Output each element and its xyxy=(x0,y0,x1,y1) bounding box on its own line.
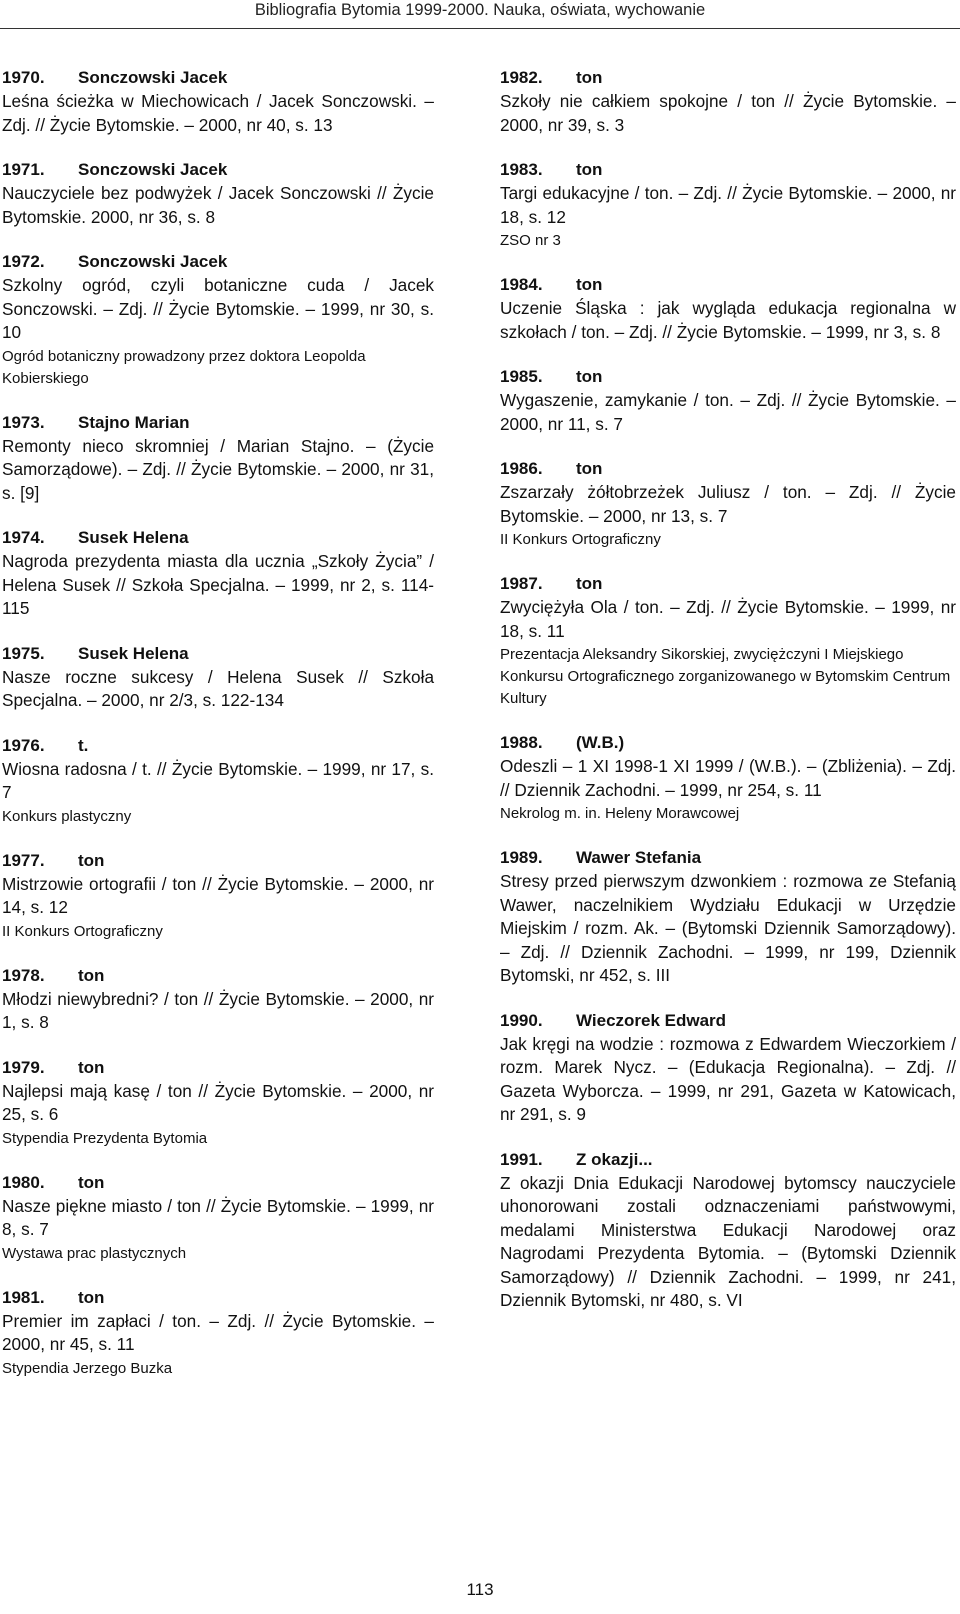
entry-heading xyxy=(500,66,956,90)
entry-description: Nagroda prezydenta miasta dla ucznia „Szkoły Życia” / Helena Susek // Szkoła Specjalna. – 1999, nr 2, s. 114-115 xyxy=(2,551,434,618)
entry-author: ton xyxy=(78,1287,105,1307)
entry-author: Susek Helena xyxy=(78,643,189,663)
entry-author: t. xyxy=(78,735,89,755)
entry-author: Stajno Marian xyxy=(78,412,190,432)
entry-heading xyxy=(2,1171,434,1195)
entry-heading xyxy=(2,964,434,988)
bibliography-entry xyxy=(500,1148,956,1313)
entry-number: 1975. xyxy=(2,643,45,663)
entry-description: Nasze roczne sukcesy / Helena Susek // Szkoła Specjalna. – 2000, nr 2/3, s. 122-134 xyxy=(2,666,434,710)
entry-description: Uczenie Śląska : jak wygląda edukacja regionalna w szkołach / ton. – Zdj. // Życie Bytomskie. – 1999, nr 3, s. 8 xyxy=(500,298,956,342)
entry-heading xyxy=(500,273,956,297)
entry-author: ton xyxy=(78,1172,105,1192)
entry-description: Nauczyciele bez podwyżek / Jacek Sonczowski // Życie Bytomskie. 2000, nr 36, s. 8 xyxy=(2,183,434,227)
entry-author: ton xyxy=(576,160,603,179)
entry-description: Stresy przed pierwszym dzwonkiem : rozmowa ze Stefanią Wawer, naczelnikiem Wydziału Edukacji w Urzędzie Miejskim / rozm. Ak. – (Bytomski Dziennik Samorządowy). – Zdj. // Dziennik Zachodni. – 1999, nr 199, Dziennik Bytomski, nr 452, s. III xyxy=(500,871,956,985)
entry-number: 1991. xyxy=(500,1149,543,1169)
bibliography-entry xyxy=(500,846,956,988)
entry-number: 1971. xyxy=(2,160,45,179)
entry-heading xyxy=(2,66,434,90)
entry-description: Szkoły nie całkiem spokojne / ton // Życie Bytomskie. – 2000, nr 39, s. 3 xyxy=(500,91,956,135)
entry-heading xyxy=(2,250,434,274)
entry-number: 1989. xyxy=(500,848,543,867)
bibliography-entry xyxy=(500,1009,956,1127)
entry-description: Zszarzały żółtobrzeżek Juliusz / ton. – Zdj. // Życie Bytomskie. – 2000, nr 13, s. 7 xyxy=(500,482,956,526)
entry-author: Sonczowski Jacek xyxy=(78,252,228,271)
entry-author: ton xyxy=(576,574,603,593)
entry-description: Odeszli – 1 XI 1998-1 XI 1999 / (W.B.). – (Zbliżenia). – Zdj. // Dziennik Zachodni. – 1999, nr 254, s. 11 xyxy=(500,756,956,800)
entry-description: Zwyciężyła Ola / ton. – Zdj. // Życie Bytomskie. – 1999, nr 18, s. 11 xyxy=(500,597,956,641)
bibliography-entry xyxy=(2,849,434,943)
entry-description: Jak kręgi na wodzie : rozmowa z Edwardem Wieczorkiem / rozm. Marek Nycz. – (Edukacja Regionalna). – Zdj. // Gazeta Wyborcza. – 1999, nr 291, Gazeta w Katowicach, nr 291, s. 9 xyxy=(500,1033,956,1124)
entry-number: 1970. xyxy=(2,68,45,87)
entry-heading xyxy=(500,365,956,389)
entry-description: Wiosna radosna / t. // Życie Bytomskie. – 1999, nr 17, s. 7 xyxy=(2,758,434,802)
bibliography-entry xyxy=(2,158,434,229)
entry-number: 1987. xyxy=(500,574,543,593)
entry-heading xyxy=(500,457,956,481)
running-head: Bibliografia Bytomia 1999-2000. Nauka, oświata, wychowanie xyxy=(254,1,706,19)
bibliography-entry xyxy=(2,526,434,621)
entry-heading xyxy=(2,526,434,550)
entry-annotation: II Konkurs Ortograficzny xyxy=(2,922,163,940)
entry-heading xyxy=(500,1148,956,1172)
entry-number: 1984. xyxy=(500,275,543,294)
bibliography-entry xyxy=(2,734,434,828)
entry-annotation: Konkurs plastyczny xyxy=(2,807,132,825)
entry-number: 1974. xyxy=(2,528,45,547)
bibliography-entry xyxy=(500,731,956,825)
entry-annotation: Prezentacja Aleksandry Sikorskiej, zwyciężczyni I Miejskiego Konkursu Ortograficznego zorganizowanego w Bytomskim Centrum Kultury xyxy=(500,646,951,707)
bibliography-entry xyxy=(2,642,434,713)
entry-description: Mistrzowie ortografii / ton // Życie Bytomskie. – 2000, nr 14, s. 12 xyxy=(2,873,434,917)
entry-number: 1976. xyxy=(2,735,45,755)
entry-heading xyxy=(2,734,434,758)
entry-annotation: II Konkurs Ortograficzny xyxy=(500,531,661,548)
bibliography-entry xyxy=(2,1286,434,1380)
bibliography-entry xyxy=(500,66,956,137)
entry-author: Wieczorek Edward xyxy=(576,1010,727,1030)
entry-author: Sonczowski Jacek xyxy=(78,68,228,87)
entry-author: ton xyxy=(576,459,603,478)
entry-author: ton xyxy=(576,367,603,386)
entry-number: 1979. xyxy=(2,1057,45,1077)
entry-heading xyxy=(2,1286,434,1310)
entry-heading xyxy=(2,158,434,182)
page-number: 113 xyxy=(466,1580,494,1599)
entry-number: 1985. xyxy=(500,367,543,386)
entry-heading xyxy=(500,731,956,755)
entry-annotation: Nekrolog m. in. Heleny Morawcowej xyxy=(500,805,740,822)
entry-description: Z okazji Dnia Edukacji Narodowej bytomscy nauczyciele uhonorowani zostali odznaczeniami państwowymi, medalami Ministerstwa Edukacji Narodowej oraz Nagrodami Prezydenta Bytomia. – (Bytomski Dziennik Samorządowy) // Dziennik Zachodni. – 1999, nr 241, Dziennik Bytomski, nr 480, s. VI xyxy=(500,1172,956,1310)
bibliography-entry xyxy=(2,1171,434,1265)
entry-author: (W.B.) xyxy=(576,733,625,752)
entry-description: Leśna ścieżka w Miechowicach / Jacek Sonczowski. – Zdj. // Życie Bytomskie. – 2000, nr 40, s. 13 xyxy=(2,91,434,135)
entry-number: 1982. xyxy=(500,68,543,87)
entry-number: 1981. xyxy=(2,1287,45,1307)
entry-description: Nasze piękne miasto / ton // Życie Bytomskie. – 1999, nr 8, s. 7 xyxy=(2,1195,434,1239)
bibliography-entry xyxy=(500,365,956,436)
entry-annotation: ZSO nr 3 xyxy=(500,232,561,249)
bibliography-entry xyxy=(2,250,434,390)
entry-number: 1978. xyxy=(2,965,45,985)
entry-heading xyxy=(2,411,434,435)
entry-description: Premier im zapłaci / ton. – Zdj. // Życie Bytomskie. – 2000, nr 45, s. 11 xyxy=(2,1310,434,1354)
entry-author: ton xyxy=(576,275,603,294)
left-column xyxy=(2,66,434,1401)
entry-description: Młodzi niewybredni? / ton // Życie Bytomskie. – 2000, nr 1, s. 8 xyxy=(2,988,434,1032)
entry-author: ton xyxy=(78,965,105,985)
entry-number: 1983. xyxy=(500,160,543,179)
entry-description: Najlepsi mają kasę / ton // Życie Bytomskie. – 2000, nr 25, s. 6 xyxy=(2,1080,434,1124)
entry-number: 1980. xyxy=(2,1172,45,1192)
entry-description: Remonty nieco skromniej / Marian Stajno. – (Życie Samorządowe). – Zdj. // Życie Bytomskie. – 2000, nr 31, s. [9] xyxy=(2,435,434,503)
bibliography-entry xyxy=(500,457,956,551)
entry-author: ton xyxy=(78,850,105,870)
entry-heading xyxy=(2,1056,434,1080)
entry-annotation: Ogród botaniczny prowadzony przez doktora Leopolda Kobierskiego xyxy=(2,347,366,387)
entry-heading xyxy=(2,642,434,666)
entry-heading xyxy=(500,1009,956,1033)
entry-number: 1977. xyxy=(2,850,45,870)
entry-description: Targi edukacyjne / ton. – Zdj. // Życie Bytomskie. – 2000, nr 18, s. 12 xyxy=(500,183,956,227)
right-column xyxy=(500,66,956,1334)
bibliography-entry xyxy=(500,158,956,252)
bibliography-entry xyxy=(500,572,956,710)
entry-heading xyxy=(500,158,956,182)
entry-author: ton xyxy=(78,1057,105,1077)
entry-description: Wygaszenie, zamykanie / ton. – Zdj. // Życie Bytomskie. – 2000, nr 11, s. 7 xyxy=(500,390,956,434)
bibliography-entry xyxy=(2,66,434,137)
entry-heading xyxy=(500,572,956,596)
entry-author: Susek Helena xyxy=(78,528,189,547)
entry-annotation: Wystawa prac plastycznych xyxy=(2,1244,187,1262)
bibliography-entry xyxy=(500,273,956,344)
entry-heading xyxy=(500,846,956,870)
entry-description: Szkolny ogród, czyli botaniczne cuda / Jacek Sonczowski. – Zdj. // Życie Bytomskie. – 1999, nr 30, s. 10 xyxy=(2,275,434,342)
bibliography-entry xyxy=(2,964,434,1035)
entry-author: Z okazji... xyxy=(576,1149,653,1169)
entry-number: 1973. xyxy=(2,412,45,432)
entry-author: Sonczowski Jacek xyxy=(78,160,228,179)
entry-heading xyxy=(2,849,434,873)
entry-number: 1990. xyxy=(500,1010,543,1030)
entry-number: 1972. xyxy=(2,252,45,271)
bibliography-entry xyxy=(2,1056,434,1150)
header-rule xyxy=(0,28,960,29)
entry-number: 1988. xyxy=(500,733,543,752)
entry-annotation: Stypendia Prezydenta Bytomia xyxy=(2,1129,208,1147)
entry-author: Wawer Stefania xyxy=(576,848,702,867)
entry-author: ton xyxy=(576,68,603,87)
entry-annotation: Stypendia Jerzego Buzka xyxy=(2,1359,173,1377)
entry-number: 1986. xyxy=(500,459,543,478)
bibliography-entry xyxy=(2,411,434,506)
